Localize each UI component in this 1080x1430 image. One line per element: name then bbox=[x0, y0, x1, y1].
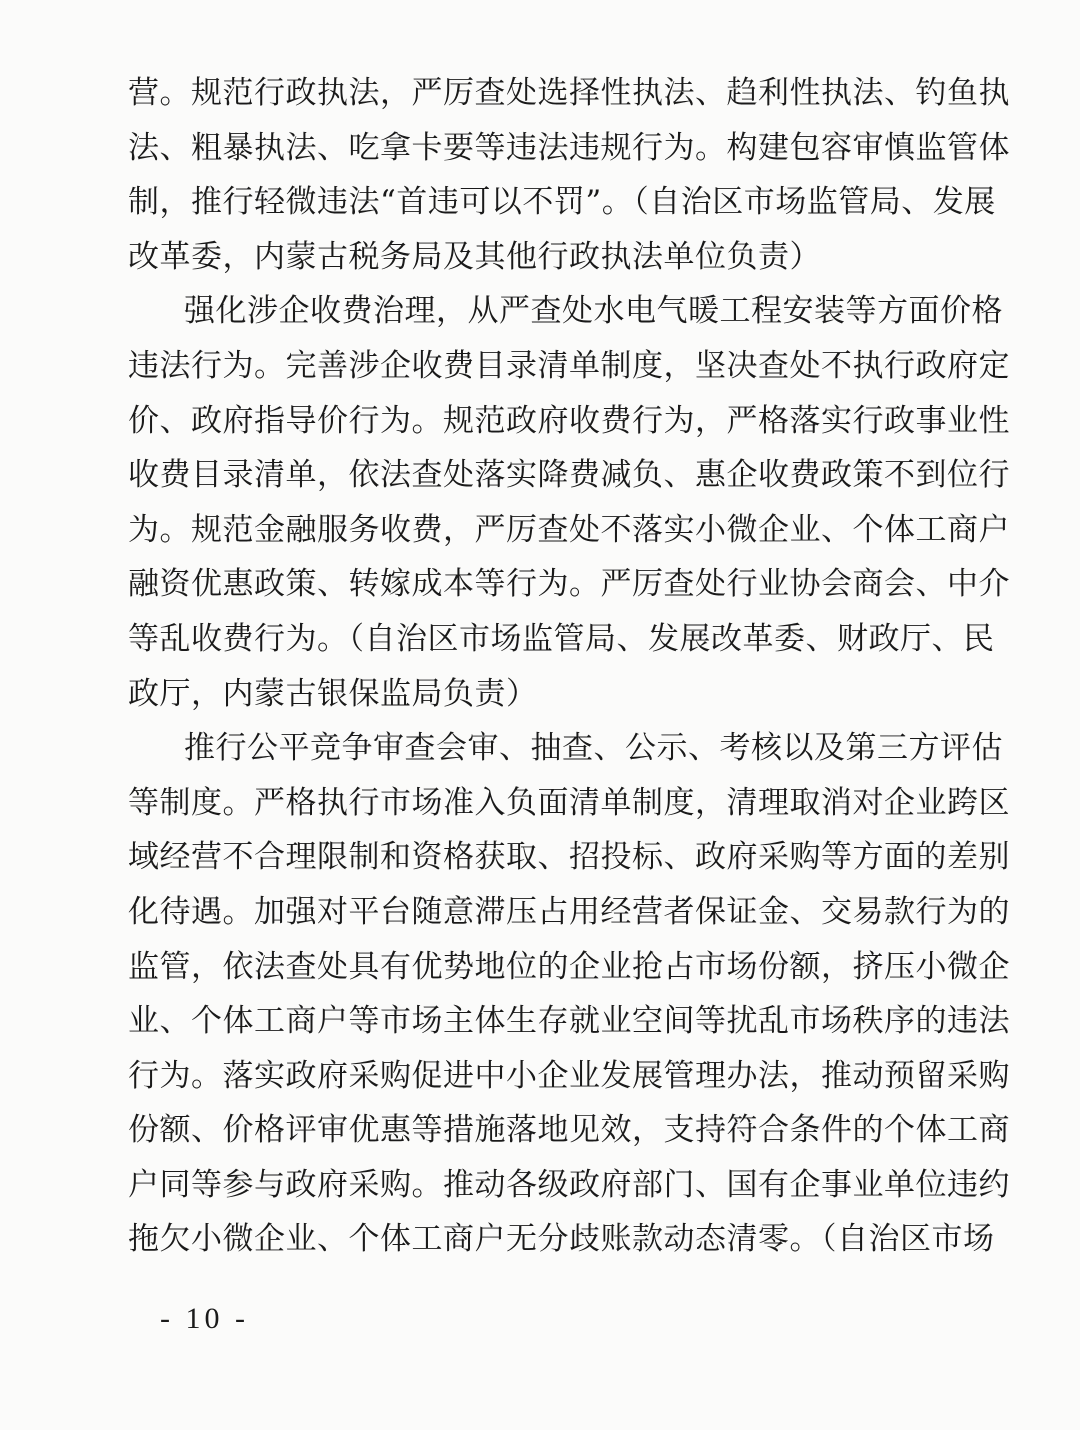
text-line: 为。规范金融服务收费，严厉查处不落实小微企业、个体工商户 bbox=[128, 511, 1010, 548]
text-line: 违法行为。完善涉企收费目录清单制度，坚决查处不执行政府定 bbox=[128, 347, 1010, 384]
text-line: 拖欠小微企业、个体工商户无分歧账款动态清零。（自治区市场 bbox=[128, 1221, 995, 1258]
text-line: 改革委，内蒙古税务局及其他行政执法单位负责） bbox=[128, 238, 821, 275]
text-line: 域经营不合理限制和资格获取、招投标、政府采购等方面的差别 bbox=[128, 839, 1010, 876]
paragraph-first-line: 强化涉企收费治理，从严查处水电气暖工程安装等方面价格 bbox=[184, 293, 1003, 330]
text-line: 营。规范行政执法，严厉查处选择性执法、趋利性执法、钓鱼执 bbox=[128, 75, 1010, 111]
text-line: 制，推行轻微违法“首违可以不罚”。（自治区市场监管局、发展 bbox=[128, 184, 996, 221]
text-line: 法、粗暴执法、吃拿卡要等违法违规行为。构建包容审慎监管体 bbox=[128, 129, 1010, 166]
text-line: 收费目录清单，依法查处落实降费减负、惠企收费政策不到位行 bbox=[128, 457, 1010, 494]
text-line: 等乱收费行为。（自治区市场监管局、发展改革委、财政厅、民 bbox=[128, 620, 995, 657]
text-line: 政厅，内蒙古银保监局负责） bbox=[128, 675, 538, 712]
text-line: 融资优惠政策、转嫁成本等行为。严厉查处行业协会商会、中介 bbox=[128, 566, 1010, 603]
document-body bbox=[128, 66, 1010, 1267]
paragraph-first-line: 推行公平竞争审查会审、抽查、公示、考核以及第三方评估 bbox=[184, 730, 1003, 767]
text-line: 化待遇。加强对平台随意滞压占用经营者保证金、交易款行为的 bbox=[128, 893, 1010, 930]
text-line: 监管，依法查处具有优势地位的企业抢占市场份额，挤压小微企 bbox=[128, 948, 1010, 985]
text-line: 份额、价格评审优惠等措施落地见效，支持符合条件的个体工商 bbox=[128, 1112, 1010, 1149]
text-line: 等制度。严格执行市场准入负面清单制度，清理取消对企业跨区 bbox=[128, 784, 1010, 821]
page-number: - 10 - bbox=[160, 1302, 249, 1335]
text-line: 价、政府指导价行为。规范政府收费行为，严格落实行政事业性 bbox=[128, 402, 1010, 439]
text-line: 行为。落实政府采购促进中小企业发展管理办法，推动预留采购 bbox=[128, 1057, 1010, 1094]
text-line: 户同等参与政府采购。推动各级政府部门、国有企事业单位违约 bbox=[128, 1166, 1010, 1203]
text-line: 业、个体工商户等市场主体生存就业空间等扰乱市场秩序的违法 bbox=[128, 1003, 1010, 1040]
